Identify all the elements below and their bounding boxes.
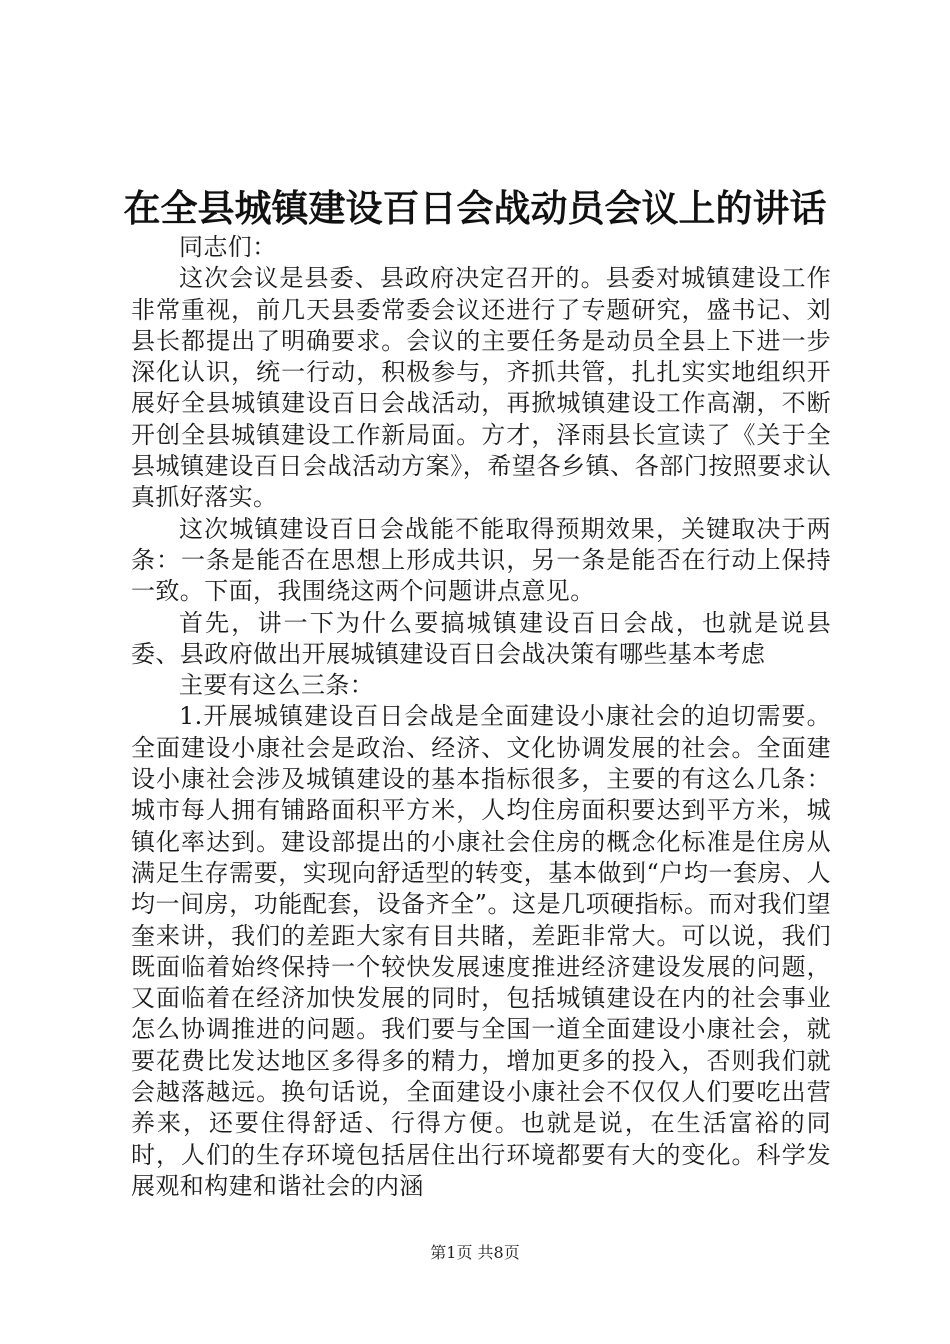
body-paragraph: 1.开展城镇建设百日会战是全面建设小康社会的迫切需要。全面建设小康社会是政治、经济、文化协调发展的社会。全面建设小康社会涉及城镇建设的基本指标很多，主要的有这么几条：城市每人拥有铺路面积平方米，人均住房面积要达到平方米，城镇化率达到。建设部提出的小康社会住房的概念化标准是住房从满足生存需要，实现向舒适型的转变，基本做到“户均一套房、人均一间房，功能配套，设备齐全”。这是几项硬指标。而对我们望奎来讲，我们的差距大家有目共睹，差距非常大。可以说，我们既面临着始终保持一个较快发展速度推进经济建设发展的问题，又面临着在经济加快发展的同时，包括城镇建设在内的社会事业怎么协调推进的问题。我们要与全国一道全面建设小康社会，就要花费比发达地区多得多的精力，增加更多的投入，否则我们就会越落越远。换句话说，全面建设小康社会不仅仅人们要吃出营养来，还要住得舒适、行得方便。也就是说，在生活富裕的同时，人们的生存环境包括居住出行环境都要有大的变化。科学发展观和构建和谐社会的内涵 bbox=[131, 702, 831, 1200]
body-paragraph: 这次会议是县委、县政府决定召开的。县委对城镇建设工作非常重视，前几天县委常委会议还进行了专题研究，盛书记、刘县长都提出了明确要求。会议的主要任务是动员全县上下进一步深化认识，统一行动，积极参与，齐抓共管，扎扎实实地组织开展好全县城镇建设百日会战活动，再掀城镇建设工作高潮，不断开创全县城镇建设工作新局面。方才，泽雨县长宣读了《关于全县城镇建设百日会战活动方案》，希望各乡镇、各部门按照要求认真抓好落实。 bbox=[131, 264, 831, 512]
body-paragraph: 首先，讲一下为什么要搞城镇建设百日会战，也就是说县委、县政府做出开展城镇建设百日会战决策有哪些基本考虑 bbox=[131, 608, 831, 668]
salutation-paragraph: 同志们： bbox=[179, 233, 277, 261]
body-paragraph: 这次城镇建设百日会战能不能取得预期效果，关键取决于两条：一条是能否在思想上形成共识，另一条是能否在行动上保持一致。下面，我围绕这两个问题讲点意见。 bbox=[131, 514, 831, 606]
page-number-footer: 第1页 共8页 bbox=[430, 1243, 520, 1262]
body-paragraph: 主要有这么三条： bbox=[179, 671, 375, 700]
document-title: 在全县城镇建设百日会战动员会议上的讲话 bbox=[123, 186, 827, 230]
document-body bbox=[131, 232, 831, 1202]
